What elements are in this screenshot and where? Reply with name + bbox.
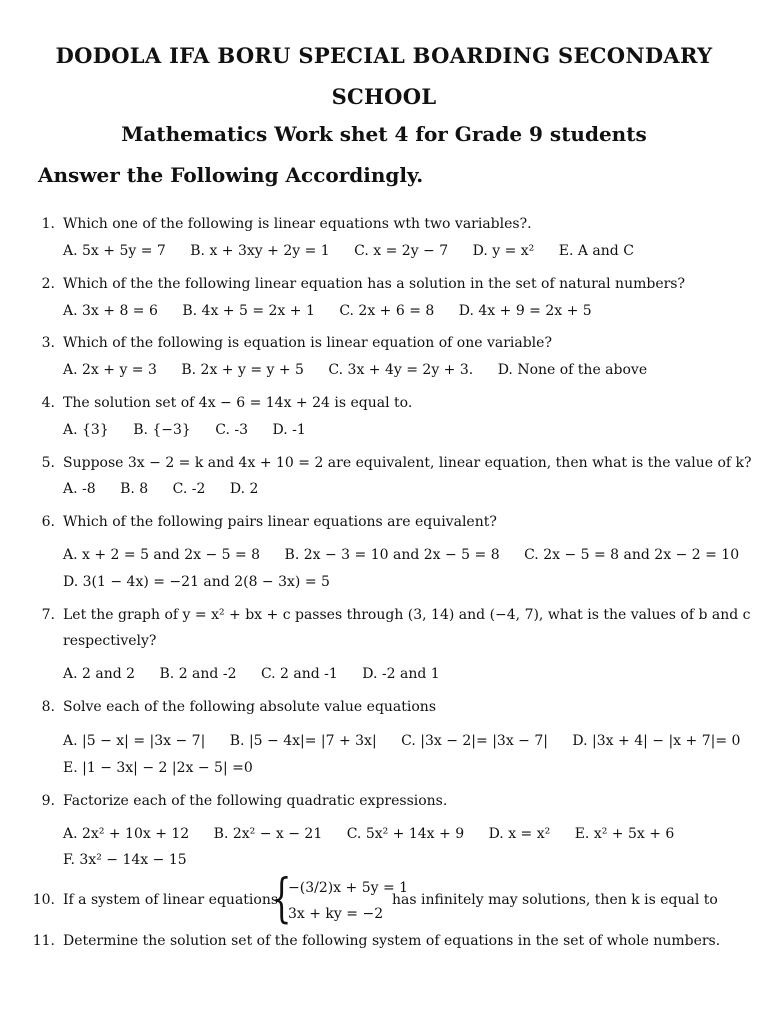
question-number: 8. <box>41 699 55 715</box>
question-options <box>63 243 654 259</box>
question-text: Which one of the following is linear equations wth two variables?. <box>63 216 532 232</box>
option: C. -2 <box>172 481 206 497</box>
question-options <box>63 826 674 842</box>
option: B. x + 3xy + 2y = 1 <box>190 243 330 259</box>
question-text-continued: respectively? <box>63 633 157 649</box>
option: A. x + 2 = 5 and 2x − 5 = 8 <box>63 547 261 563</box>
option: B. 2x² − x − 21 <box>213 826 323 842</box>
question-number: 1. <box>41 216 55 232</box>
option: D. y = x² <box>472 243 535 259</box>
question-options <box>63 303 612 319</box>
question-number: 3. <box>41 335 55 351</box>
option: B. 8 <box>120 481 149 497</box>
question-text: Which of the following pairs linear equations are equivalent? <box>63 514 497 530</box>
option: D. x = x² <box>488 826 551 842</box>
system-equation-2: 3x + ky = −2 <box>288 906 384 922</box>
question-options <box>63 547 739 563</box>
option: C. 2 and -1 <box>260 666 338 682</box>
option: B. {−3} <box>133 422 191 438</box>
option: C. 2x + 6 = 8 <box>339 303 435 319</box>
question-number: 7. <box>41 607 55 623</box>
option: A. 5x + 5y = 7 <box>63 243 166 259</box>
question-text: The solution set of 4x − 6 = 14x + 24 is equal to. <box>63 395 413 411</box>
question-text: Suppose 3x − 2 = k and 4x + 10 = 2 are equivalent, linear equation, then what is the value of k? <box>63 455 752 471</box>
option: C. 5x² + 14x + 9 <box>346 826 465 842</box>
option: D. None of the above <box>497 362 648 378</box>
option: A. 2x² + 10x + 12 <box>63 826 190 842</box>
question-options-row2 <box>63 760 253 776</box>
question-number: 5. <box>41 455 55 471</box>
option: C. 2x − 5 = 8 and 2x − 2 = 10 <box>524 547 740 563</box>
option: B. 2 and -2 <box>159 666 237 682</box>
option: B. 2x + y = y + 5 <box>181 362 304 378</box>
question-text: Which of the the following linear equation has a solution in the set of natural numbers? <box>63 276 685 292</box>
question-text: Let the graph of y = x² + bx + c passes through (3, 14) and (−4, 7), what is the values of b and c <box>63 607 751 623</box>
option: D. 3(1 − 4x) = −21 and 2(8 − 3x) = 5 <box>63 574 330 590</box>
question-number: 10. <box>32 892 55 908</box>
question-options <box>63 422 326 438</box>
option: C. x = 2y − 7 <box>354 243 449 259</box>
option: D. -1 <box>272 422 306 438</box>
option: A. -8 <box>63 481 96 497</box>
option: A. 3x + 8 = 6 <box>63 303 158 319</box>
question-number: 11. <box>32 933 55 949</box>
option: D. 4x + 9 = 2x + 5 <box>458 303 592 319</box>
option: F. 3x² − 14x − 15 <box>63 852 187 868</box>
option: E. A and C <box>558 243 634 259</box>
question-number: 6. <box>41 514 55 530</box>
option: A. {3} <box>63 422 109 438</box>
option: D. 2 <box>229 481 259 497</box>
question-text-after: has infinitely may solutions, then k is equal to <box>392 892 718 908</box>
option: D. -2 and 1 <box>362 666 440 682</box>
question-options-row2 <box>63 574 330 590</box>
option: C. |3x − 2|= |3x − 7| <box>401 733 548 749</box>
option: C. -3 <box>215 422 249 438</box>
question-options-row2 <box>63 852 187 868</box>
question-number: 4. <box>41 395 55 411</box>
option: B. 2x − 3 = 10 and 2x − 5 = 8 <box>284 547 500 563</box>
worksheet-title: Mathematics Work shet 4 for Grade 9 students <box>121 122 647 146</box>
option: B. |5 − 4x|= |7 + 3x| <box>229 733 377 749</box>
school-name-line1: DODOLA IFA BORU SPECIAL BOARDING SECONDARY <box>55 43 713 68</box>
question-number: 2. <box>41 276 55 292</box>
option: E. |1 − 3x| − 2 |2x − 5| =0 <box>63 760 253 776</box>
option: A. |5 − x| = |3x − 7| <box>63 733 206 749</box>
question-options <box>63 362 667 378</box>
system-brace: { <box>271 869 292 929</box>
question-number: 9. <box>41 793 55 809</box>
question-text: Which of the following is equation is linear equation of one variable? <box>63 335 552 351</box>
option: A. 2x + y = 3 <box>63 362 157 378</box>
question-text: Solve each of the following absolute value equations <box>63 699 437 715</box>
system-equation-1: −(3/2)x + 5y = 1 <box>288 880 409 896</box>
question-options <box>63 733 740 749</box>
instruction-heading: Answer the Following Accordingly. <box>38 163 424 187</box>
question-text: Factorize each of the following quadratic expressions. <box>63 793 448 809</box>
question-text: If a system of linear equations <box>63 892 279 908</box>
question-options <box>63 481 278 497</box>
option: C. 3x + 4y = 2y + 3. <box>328 362 474 378</box>
question-options <box>63 666 460 682</box>
option: D. |3x + 4| − |x + 7|= 0 <box>572 733 741 749</box>
school-name-line2: SCHOOL <box>331 84 437 109</box>
option: B. 4x + 5 = 2x + 1 <box>182 303 315 319</box>
question-text: Determine the solution set of the following system of equations in the set of whole numbers. <box>63 933 721 949</box>
option: A. 2 and 2 <box>63 666 136 682</box>
option: E. x² + 5x + 6 <box>574 826 675 842</box>
